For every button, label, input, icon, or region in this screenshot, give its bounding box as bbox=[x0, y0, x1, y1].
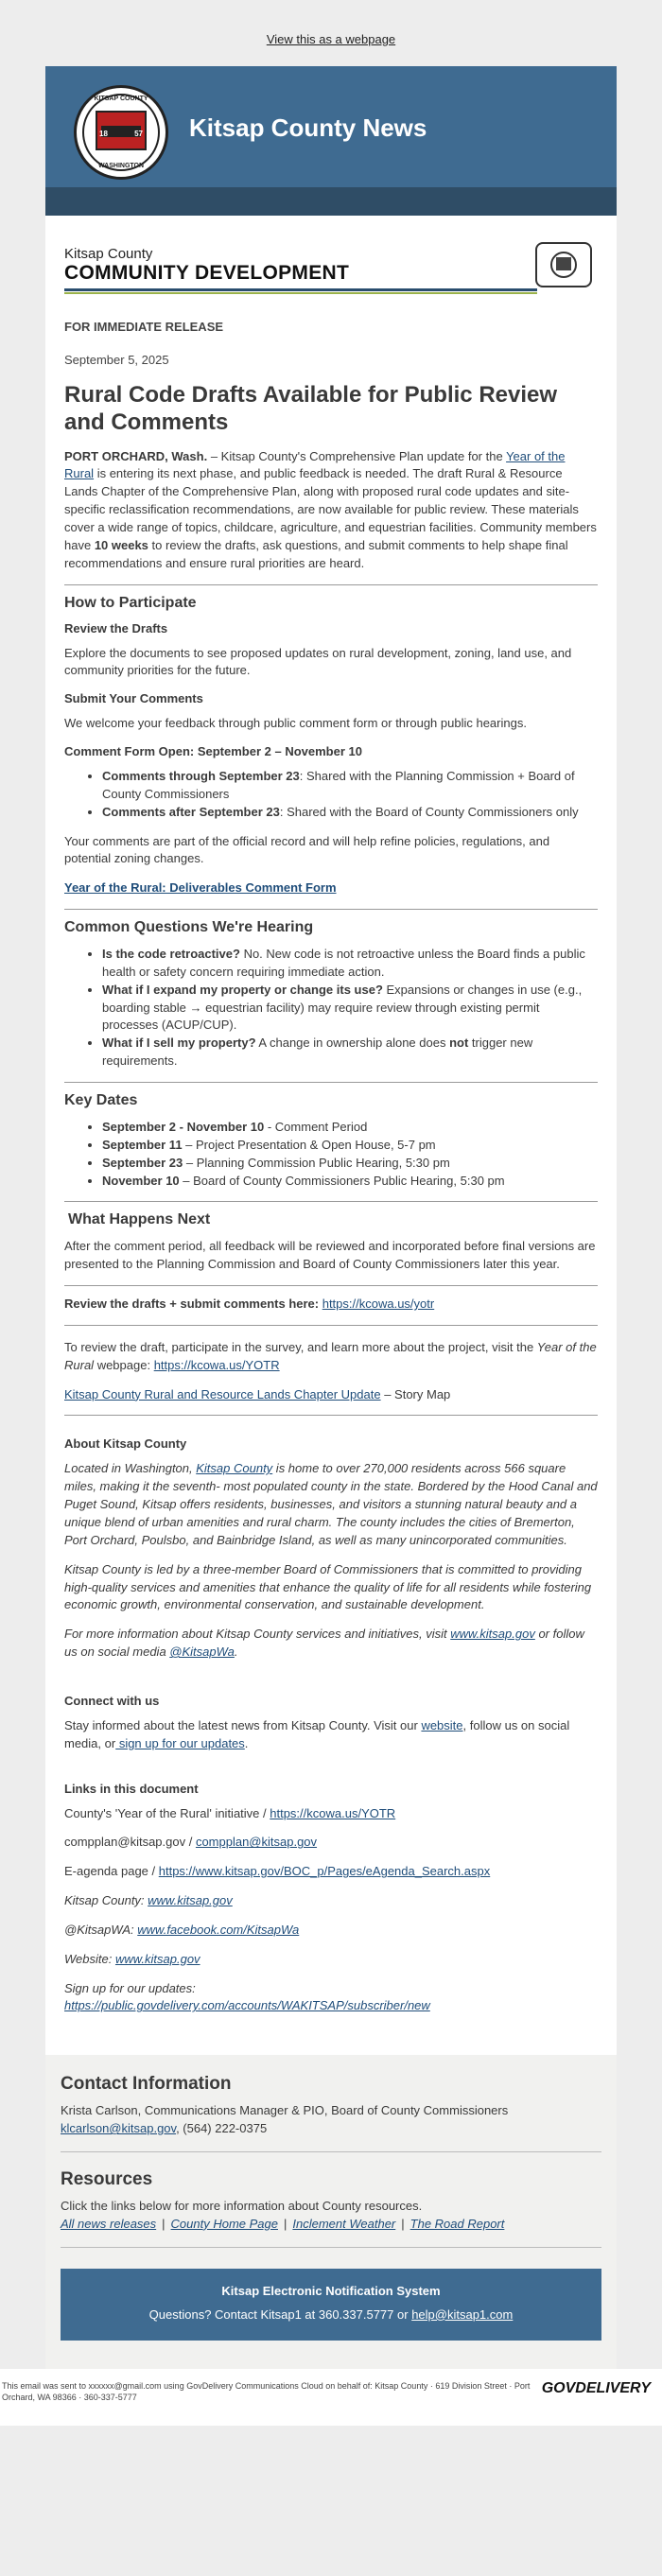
connect-paragraph bbox=[64, 1717, 598, 1753]
link-line bbox=[64, 1863, 598, 1881]
release-headline: Rural Code Drafts Available for Public Review and Comments bbox=[64, 382, 558, 435]
department-rule-green bbox=[64, 292, 537, 294]
review-label: Review the drafts + submit comments here: bbox=[64, 1297, 322, 1312]
department-rule-blue bbox=[64, 288, 537, 291]
divider bbox=[64, 584, 598, 585]
answer: No. New code is not retroactive unless the Board finds a public health or safety concern requiring immediate action. bbox=[102, 947, 585, 979]
questions-heading: Common Questions We're Hearing bbox=[64, 919, 314, 936]
about-section bbox=[64, 1436, 598, 1661]
visit-text-2: webpage: bbox=[94, 1357, 154, 1372]
link-line bbox=[64, 1805, 598, 1823]
bullet-bold: Comments through September 23 bbox=[102, 769, 300, 784]
link-line bbox=[64, 1980, 598, 2016]
connect-text: , follow us on social media, or bbox=[64, 1717, 570, 1750]
date-text: – Board of County Commissioners Public Hearing, 5:30 pm bbox=[179, 1173, 505, 1188]
contact-email-line bbox=[61, 2120, 601, 2138]
divider bbox=[64, 1082, 598, 1083]
email-container bbox=[45, 66, 617, 2369]
view-as-webpage-link[interactable]: View this as a webpage bbox=[266, 32, 396, 46]
about-paragraph-2: Kitsap County is led by a three-member Board of Commissioners that is committed to providing high-quality services and amenities that enhance the quality of life for all residents while fostering economic growth, environmental conservation, and sustainable development. bbox=[64, 1561, 592, 1612]
list-item bbox=[102, 1119, 598, 1137]
list-item bbox=[102, 1137, 598, 1155]
list-item bbox=[102, 982, 598, 1036]
link-line bbox=[64, 1951, 598, 1969]
contact-line: Krista Carlson, Communications Manager & PIO, Board of County Commissioners bbox=[61, 2103, 509, 2118]
list-item bbox=[102, 804, 598, 822]
bullet-text: : Shared with the Planning Commission + Board of County Commissioners bbox=[102, 769, 575, 801]
questions-list bbox=[64, 946, 598, 1070]
link-label: Website: bbox=[64, 1951, 115, 1966]
release-date: September 5, 2025 bbox=[64, 353, 169, 367]
date-text: – Project Presentation & Open House, 5-7 pm bbox=[182, 1137, 436, 1152]
participate-heading: How to Participate bbox=[64, 594, 197, 611]
next-heading: What Happens Next bbox=[68, 1211, 211, 1228]
divider bbox=[64, 1201, 598, 1202]
newsletter-title: Kitsap County News bbox=[189, 113, 427, 142]
links-heading: Links in this document bbox=[64, 1781, 199, 1796]
about-heading: About Kitsap County bbox=[64, 1436, 187, 1452]
legal-footer bbox=[0, 2369, 662, 2426]
list-item bbox=[102, 946, 598, 982]
signup-updates-link[interactable]: sign up for our updates bbox=[115, 1735, 245, 1750]
website-link[interactable]: website bbox=[421, 1717, 463, 1732]
contact-section bbox=[45, 2055, 617, 2268]
question: What if I expand my property or change its use? bbox=[102, 982, 383, 997]
date-text: - Comment Period bbox=[264, 1120, 368, 1134]
footer-questions bbox=[61, 2307, 601, 2322]
about-text: or follow us on social media bbox=[64, 1627, 584, 1660]
govdelivery-logo: GOVDELIVERY bbox=[541, 2379, 651, 2396]
connect-heading: Connect with us bbox=[64, 1693, 160, 1708]
submit-comments-heading: Submit Your Comments bbox=[64, 691, 203, 706]
list-item bbox=[102, 1155, 598, 1173]
lead-text-1: – Kitsap County's Comprehensive Plan update for the bbox=[207, 448, 507, 463]
divider bbox=[61, 2247, 601, 2248]
answer: Expansions or changes in use (e.g., boarding stable → equestrian facility) may require review through existing permit processes (ACUP/CUP). bbox=[102, 982, 583, 1033]
link-label: E-agenda page / bbox=[64, 1864, 159, 1879]
comment-bullets bbox=[64, 768, 598, 822]
footer-text: Questions? Contact Kitsap1 at 360.337.5777 or bbox=[148, 2306, 412, 2322]
connect-text: Stay informed about the latest news from Kitsap County. Visit our bbox=[64, 1717, 422, 1732]
county-home-page-link[interactable]: County Home Page bbox=[170, 2216, 278, 2231]
visit-text-1: To review the draft, participate in the survey, and learn more about the project, visit the bbox=[64, 1339, 537, 1354]
yotr-link[interactable]: https://kcowa.us/YOTR bbox=[270, 1805, 396, 1820]
review-drafts-link[interactable]: https://kcowa.us/yotr bbox=[322, 1297, 435, 1312]
about-text: . bbox=[234, 1645, 238, 1660]
spacer bbox=[64, 2015, 598, 2036]
resources-heading: Resources bbox=[61, 2169, 153, 2189]
date-bold: November 10 bbox=[102, 1173, 180, 1188]
lead-text-2: is entering its next phase, and public feedback is needed. The draft Rural & Resource Lands Chapter of the Comprehensive Plan, along with proposed rural code updates and site-specific reclassification recommendations, are now available for public review. These materials cover a wide range of topics, childcare, agriculture, and equestrian facilities. Community members have bbox=[64, 466, 597, 552]
release-kicker: FOR IMMEDIATE RELEASE bbox=[64, 320, 224, 334]
eagenda-link[interactable]: https://www.kitsap.gov/BOC_p/Pages/eAgenda_Search.aspx bbox=[158, 1864, 491, 1879]
link-label: @KitsapWA: bbox=[64, 1922, 138, 1937]
lead-text-3: to review the drafts, ask questions, and submit comments to help shape final recommendations and ensure rural priorities are heard. bbox=[64, 537, 568, 570]
contact-email-link[interactable]: klcarlson@kitsap.gov bbox=[61, 2121, 177, 2136]
footer-wrap bbox=[45, 2269, 617, 2369]
kitsap-gov-link[interactable]: www.kitsap.gov bbox=[450, 1627, 535, 1642]
list-item bbox=[102, 1173, 598, 1191]
kitsapwa-social-link[interactable]: @KitsapWa bbox=[169, 1645, 235, 1660]
date-text: – Planning Commission Public Hearing, 5:30 pm bbox=[183, 1155, 450, 1170]
top-bar bbox=[0, 0, 662, 66]
seal-bottom-text: WASHINGTON bbox=[97, 163, 145, 169]
about-text: is home to over 270,000 residents across 566 square miles, making it the seventh- most populated county in the state. Bordered by the Hood Canal and Puget Sound, Kitsap offers residents, businesses, and visitors a stunning natural beauty and a unique blend of urban amenities and rural charm. The county includes the cities of Bremerton, Port Orchard, Poulsbo, and Bainbridge Island, as well as many unincorporated communities. bbox=[64, 1461, 598, 1547]
link-line bbox=[64, 1892, 598, 1910]
review-drafts-heading: Review the Drafts bbox=[64, 620, 168, 635]
next-text: After the comment period, all feedback will be reviewed and incorporated before final versions are presented to the Planning Commission and Board of County Commissioners later this year. bbox=[64, 1239, 596, 1272]
kitsap-gov-link[interactable]: www.kitsap.gov bbox=[148, 1893, 233, 1908]
seal-year-left: 18 bbox=[99, 130, 108, 138]
contact-phone: , (564) 222-0375 bbox=[176, 2121, 268, 2136]
answer-bold: not bbox=[449, 1036, 469, 1051]
story-suffix: – Story Map bbox=[380, 1386, 451, 1401]
department-sub: Kitsap County bbox=[64, 246, 153, 262]
main-content bbox=[45, 216, 617, 2036]
about-text: Located in Washington, bbox=[64, 1461, 197, 1476]
department-logo-icon bbox=[535, 242, 592, 287]
about-paragraph-3 bbox=[64, 1626, 598, 1662]
website-link[interactable]: www.kitsap.gov bbox=[114, 1951, 200, 1966]
link-label: compplan@kitsap.gov / bbox=[64, 1835, 196, 1850]
story-map-link[interactable]: Kitsap County Rural and Resource Lands Chapter Update bbox=[64, 1386, 381, 1401]
visit-paragraph bbox=[64, 1339, 598, 1375]
footer-spacer bbox=[45, 2341, 617, 2369]
lead-paragraph bbox=[64, 448, 598, 573]
divider bbox=[61, 2151, 601, 2152]
road-report-link[interactable]: The Road Report bbox=[409, 2216, 505, 2231]
county-seal-logo bbox=[74, 85, 168, 180]
department-header bbox=[64, 216, 598, 316]
link-line bbox=[64, 1922, 598, 1940]
compplan-email-link[interactable]: compplan@kitsap.gov bbox=[195, 1835, 318, 1850]
about-text: For more information about Kitsap County services and initiatives, visit bbox=[64, 1627, 451, 1642]
govdelivery-subscribe-link[interactable]: https://public.govdelivery.com/accounts/WAKITSAP/subscriber/new bbox=[64, 1998, 430, 2013]
contact-heading: Contact Information bbox=[61, 2074, 232, 2095]
key-dates-list bbox=[64, 1119, 598, 1190]
resources-links bbox=[61, 2216, 601, 2234]
banner-stripe bbox=[45, 187, 617, 216]
connect-text: . bbox=[244, 1735, 249, 1750]
header-banner bbox=[45, 66, 617, 216]
divider bbox=[64, 1415, 598, 1416]
question: What if I sell my property? bbox=[102, 1036, 256, 1051]
divider bbox=[64, 1325, 598, 1326]
answer-end: trigger new requirements. bbox=[102, 1036, 533, 1069]
pipe-separator: | bbox=[162, 2216, 166, 2231]
visit-italic: Year of the Rural bbox=[64, 1339, 597, 1372]
logo-building bbox=[556, 257, 571, 270]
date-bold: September 23 bbox=[102, 1155, 183, 1170]
all-news-releases-link[interactable]: All news releases bbox=[61, 2216, 157, 2231]
list-item bbox=[102, 768, 598, 804]
divider bbox=[64, 1285, 598, 1286]
seal-top-text: KITSAP COUNTY bbox=[94, 96, 148, 102]
bullet-bold: Comments after September 23 bbox=[102, 804, 280, 819]
comment-form-open: Comment Form Open: September 2 – November 10 bbox=[64, 744, 362, 759]
review-drafts-text: Explore the documents to see proposed updates on rural development, zoning, land use, and community priorities for the future. bbox=[64, 645, 572, 678]
link-line bbox=[64, 1834, 598, 1852]
yotr-webpage-link[interactable]: https://kcowa.us/YOTR bbox=[153, 1357, 280, 1372]
list-item bbox=[102, 1035, 598, 1070]
question: Is the code retroactive? bbox=[102, 947, 240, 962]
lead-place: PORT ORCHARD, Wash. bbox=[64, 448, 208, 463]
answer: A change in ownership alone does bbox=[255, 1036, 450, 1051]
official-record-text: Your comments are part of the official record and will help refine policies, regulations, and potential zoning changes. bbox=[64, 833, 550, 866]
footer-banner bbox=[61, 2269, 601, 2341]
pipe-separator: | bbox=[284, 2216, 287, 2231]
inclement-weather-link[interactable]: Inclement Weather bbox=[292, 2216, 396, 2231]
year-of-rural-link[interactable]: Year of the Rural bbox=[64, 448, 566, 481]
facebook-link[interactable]: www.facebook.com/KitsapWa bbox=[137, 1922, 300, 1937]
link-label: Sign up for our updates: bbox=[64, 1980, 196, 1995]
seal-year-right: 57 bbox=[134, 130, 143, 138]
lead-bold: 10 weeks bbox=[94, 537, 148, 552]
divider bbox=[64, 909, 598, 910]
submit-comments-text: We welcome your feedback through public comment form or through public hearings. bbox=[64, 716, 527, 731]
legal-text: This email was sent to xxxxxx@gmail.com using GovDelivery Communications Cloud on behalf of: Kitsap County · 619 Division Street · Port Orchard, WA 98366 · 360-337-5777 bbox=[2, 2380, 531, 2402]
pipe-separator: | bbox=[401, 2216, 405, 2231]
footer-title: Kitsap Electronic Notification System bbox=[221, 2283, 441, 2298]
date-bold: September 2 - November 10 bbox=[102, 1120, 265, 1134]
bullet-text: : Shared with the Board of County Commissioners only bbox=[279, 804, 579, 819]
key-dates-heading: Key Dates bbox=[64, 1092, 138, 1108]
kitsap-county-link[interactable]: Kitsap County bbox=[196, 1461, 273, 1476]
department-name: COMMUNITY DEVELOPMENT bbox=[64, 262, 350, 284]
date-bold: September 11 bbox=[102, 1137, 183, 1152]
about-paragraph-1 bbox=[64, 1460, 598, 1549]
help-email-link[interactable]: help@kitsap1.com bbox=[411, 2306, 514, 2322]
resources-text: Click the links below for more information about County resources. bbox=[61, 2199, 423, 2213]
deliverables-comment-form-link[interactable]: Year of the Rural: Deliverables Comment Form bbox=[64, 880, 337, 896]
link-label: County's 'Year of the Rural' initiative / bbox=[64, 1805, 270, 1820]
link-label: Kitsap County: bbox=[64, 1893, 148, 1908]
